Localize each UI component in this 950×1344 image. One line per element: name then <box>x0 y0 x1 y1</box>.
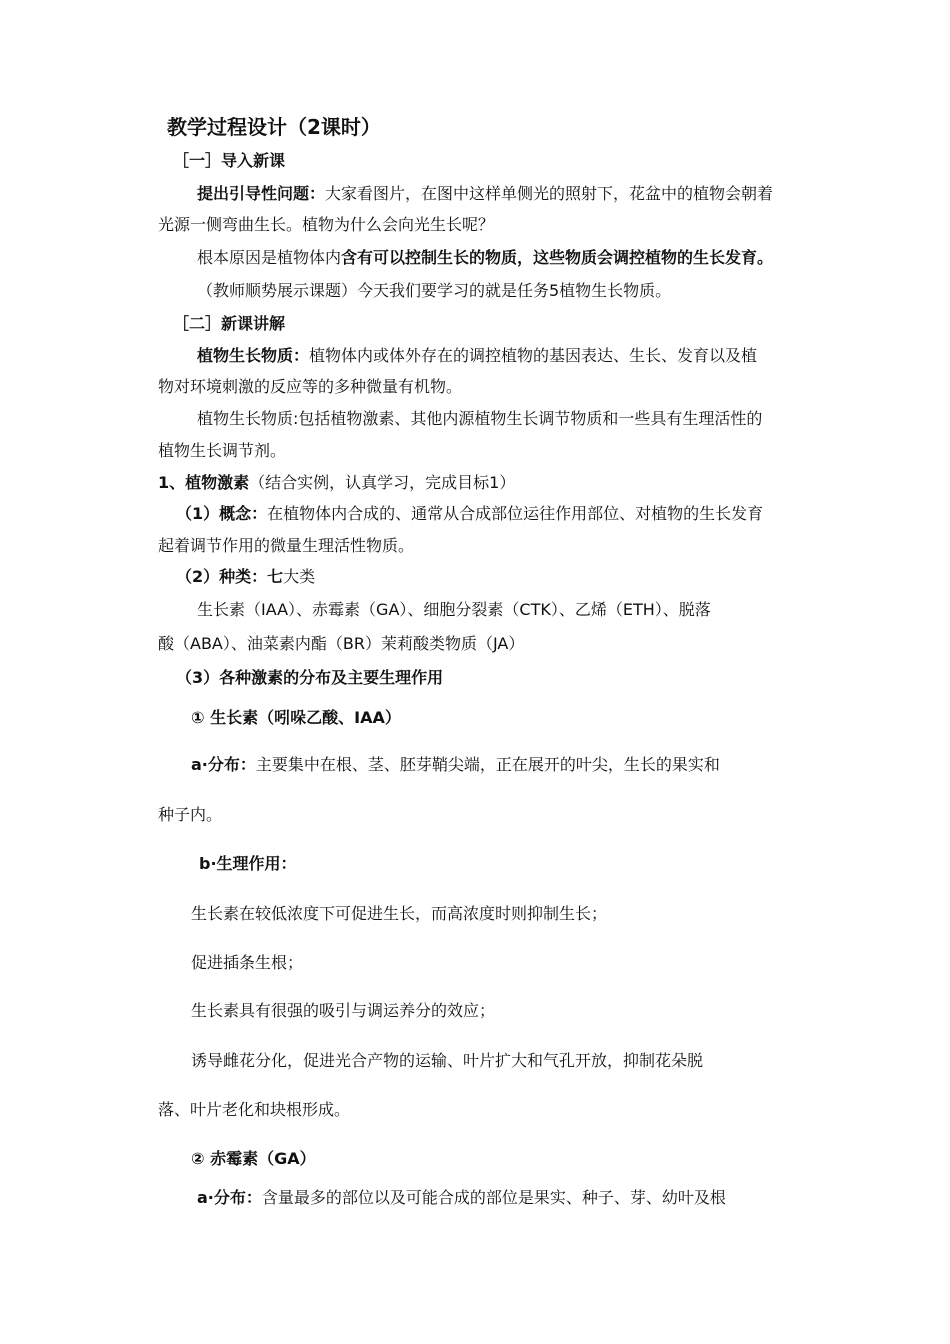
auxin-heading: ① 生长素（吲哚乙酸、IAA） <box>191 708 401 727</box>
types-list: 生长素（IAA）、赤霉素（GA）、细胞分裂素（CTK）、乙烯（ETH）、脱落 <box>197 600 711 619</box>
paragraph-topic: （教师顺势展示课题）今天我们要学习的就是任务5植物生长物质。 <box>197 281 672 300</box>
paragraph-definition: 植物生长物质：植物体内或体外存在的调控植物的基因表达、生长、发育以及植 <box>197 346 758 365</box>
auxin-function-heading: b·生理作用： <box>199 854 297 873</box>
doc-title: 教学过程设计（2课时） <box>167 115 381 139</box>
auxin-effect-1: 生长素在较低浓度下可促进生长，而高浓度时则抑制生长； <box>191 904 608 923</box>
concept-item-cont: 起着调节作用的微量生理活性物质。 <box>158 536 415 555</box>
auxin-effect-3: 生长素具有很强的吸引与调运养分的效应； <box>191 1001 496 1020</box>
gibberellin-distribution: a·分布：含量最多的部位以及可能合成的部位是果实、种子、芽、幼叶及根 <box>197 1188 726 1207</box>
auxin-effect-4-cont: 落、叶片老化和块根形成。 <box>158 1100 351 1119</box>
section-heading-intro: ［一］导入新课 <box>173 151 286 170</box>
paragraph-reason: 根本原因是植物体内含有可以控制生长的物质，这些物质会调控植物的生长发育。 <box>197 248 774 267</box>
paragraph-includes: 植物生长物质:包括植物激素、其他内源植物生长调节物质和一些具有生理活性的 <box>197 409 763 428</box>
paragraph-question-cont: 光源一侧弯曲生长。植物为什么会向光生长呢？ <box>158 215 495 234</box>
paragraph-includes-cont: 植物生长调节剂。 <box>158 441 287 460</box>
types-list-cont: 酸（ABA）、油菜素内酯（BR）茉莉酸类物质（JA） <box>158 634 525 653</box>
distribution-heading: （3）各种激素的分布及主要生理作用 <box>176 668 444 687</box>
auxin-distribution-cont: 种子内。 <box>158 805 223 824</box>
section-heading-lecture: ［二］新课讲解 <box>173 314 286 333</box>
types-item: （2）种类：七大类 <box>176 567 316 586</box>
paragraph-definition-cont: 物对环境刺激的反应等的多种微量有机物。 <box>158 377 463 396</box>
heading-plant-hormones: 1、植物激素（结合实例，认真学习，完成目标1） <box>158 473 516 492</box>
concept-item: （1）概念：在植物体内合成的、通常从合成部位运往作用部位、对植物的生长发育 <box>176 504 764 523</box>
gibberellin-heading: ② 赤霉素（GA） <box>191 1149 316 1168</box>
paragraph-question: 提出引导性问题：大家看图片，在图中这样单侧光的照射下，花盆中的植物会朝着 <box>197 184 774 203</box>
definition-term: 植物生长物质： <box>197 346 310 365</box>
auxin-distribution: a·分布：主要集中在根、茎、胚芽鞘尖端，正在展开的叶尖，生长的果实和 <box>191 755 720 774</box>
auxin-effect-2: 促进插条生根； <box>191 953 304 972</box>
auxin-effect-4: 诱导雌花分化，促进光合产物的运输、叶片扩大和气孔开放，抑制花朵脱 <box>191 1051 704 1070</box>
question-label: 提出引导性问题： <box>197 184 326 203</box>
reason-emphasis: 含有可以控制生长的物质，这些物质会调控植物的生长发育。 <box>341 248 774 267</box>
